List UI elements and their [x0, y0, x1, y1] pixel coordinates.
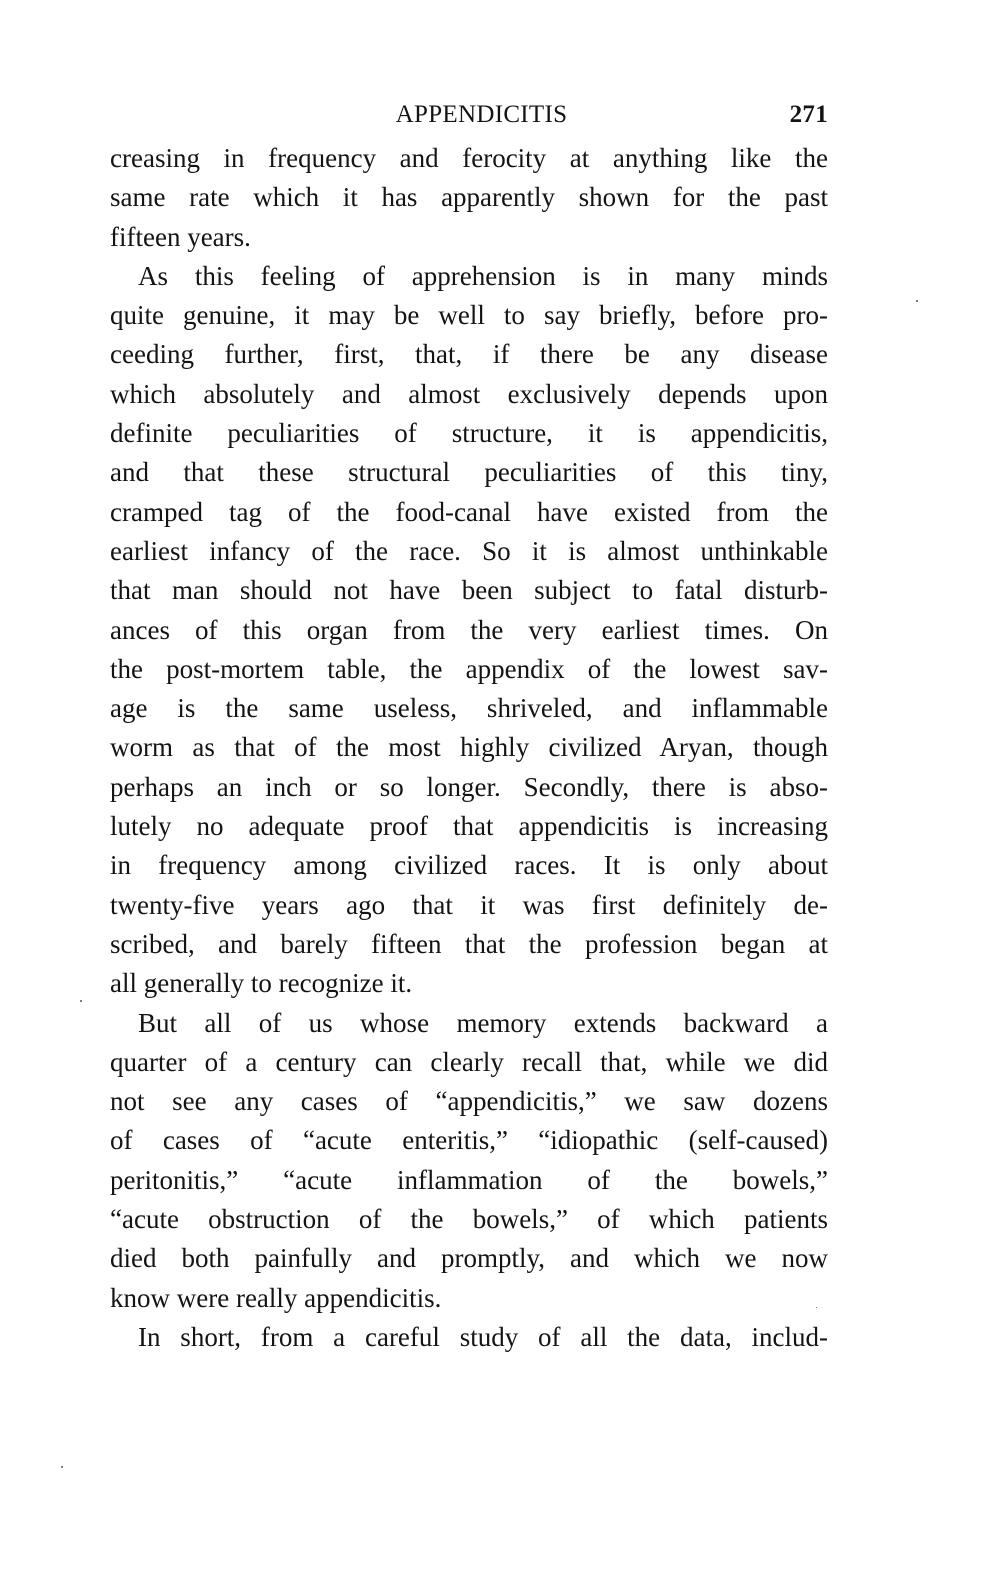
text-line: But all of us whose memory extends backward a — [138, 1007, 828, 1038]
text-line: age is the same useless, shriveled, and inflammable — [110, 693, 828, 724]
text-line: the post-mortem table, the appendix of the lowest sav- — [110, 653, 828, 684]
scan-speck — [916, 300, 918, 302]
running-title: APPENDICITIS — [395, 101, 568, 128]
text-line: perhaps an inch or so longer. Secondly, there is abso- — [110, 771, 828, 802]
text-line: In short, from a careful study of all the data, includ- — [138, 1321, 828, 1352]
text-line: twenty-five years ago that it was first definitely de- — [110, 889, 828, 920]
text-line: ceeding further, first, that, if there be any disease — [110, 339, 828, 370]
text-line: in frequency among civilized races. It is only about — [110, 850, 828, 881]
text-line: which absolutely and almost exclusively depends upon — [110, 378, 828, 409]
text-line: not see any cases of “appendicitis,” we saw dozens — [110, 1086, 828, 1117]
scan-speck — [61, 1466, 63, 1468]
text-line: ances of this organ from the very earliest times. On — [110, 614, 828, 645]
text-line: fifteen years. — [110, 221, 251, 252]
body-text — [110, 139, 828, 1357]
text-line: peritonitis,” “acute inflammation of the bowels,” — [110, 1164, 828, 1195]
text-line: of cases of “acute enteritis,” “idiopathic (self-caused) — [110, 1125, 828, 1156]
text-line: quite genuine, it may be well to say briefly, before pro- — [110, 300, 828, 331]
text-line: and that these structural peculiarities of this tiny, — [110, 457, 828, 488]
text-line: know were really appendicitis. — [110, 1282, 442, 1313]
text-line: worm as that of the most highly civilized Aryan, though — [110, 732, 828, 763]
text-line: quarter of a century can clearly recall that, while we did — [110, 1046, 828, 1077]
running-head — [110, 95, 828, 139]
text-line: that man should not have been subject to fatal disturb- — [110, 575, 828, 606]
text-line: all generally to recognize it. — [110, 968, 413, 999]
text-line: “acute obstruction of the bowels,” of which patients — [110, 1204, 828, 1235]
scan-speck — [816, 1307, 817, 1308]
text-line: died both painfully and promptly, and which we now — [110, 1243, 828, 1274]
scan-speck — [80, 1000, 82, 1002]
text-line: definite peculiarities of structure, it is appendicitis, — [110, 418, 828, 449]
text-line: earliest infancy of the race. So it is almost unthinkable — [110, 535, 828, 566]
text-line: creasing in frequency and ferocity at anything like the — [110, 143, 828, 173]
text-line: scribed, and barely fifteen that the profession began at — [110, 928, 828, 959]
text-line: same rate which it has apparently shown for the past — [110, 182, 828, 213]
page-number: 271 — [789, 101, 828, 128]
text-line: cramped tag of the food-canal have existed from the — [110, 496, 828, 527]
book-page — [110, 95, 828, 1357]
text-line: As this feeling of apprehension is in many minds — [138, 260, 828, 291]
text-line: lutely no adequate proof that appendicitis is increasing — [110, 811, 828, 842]
